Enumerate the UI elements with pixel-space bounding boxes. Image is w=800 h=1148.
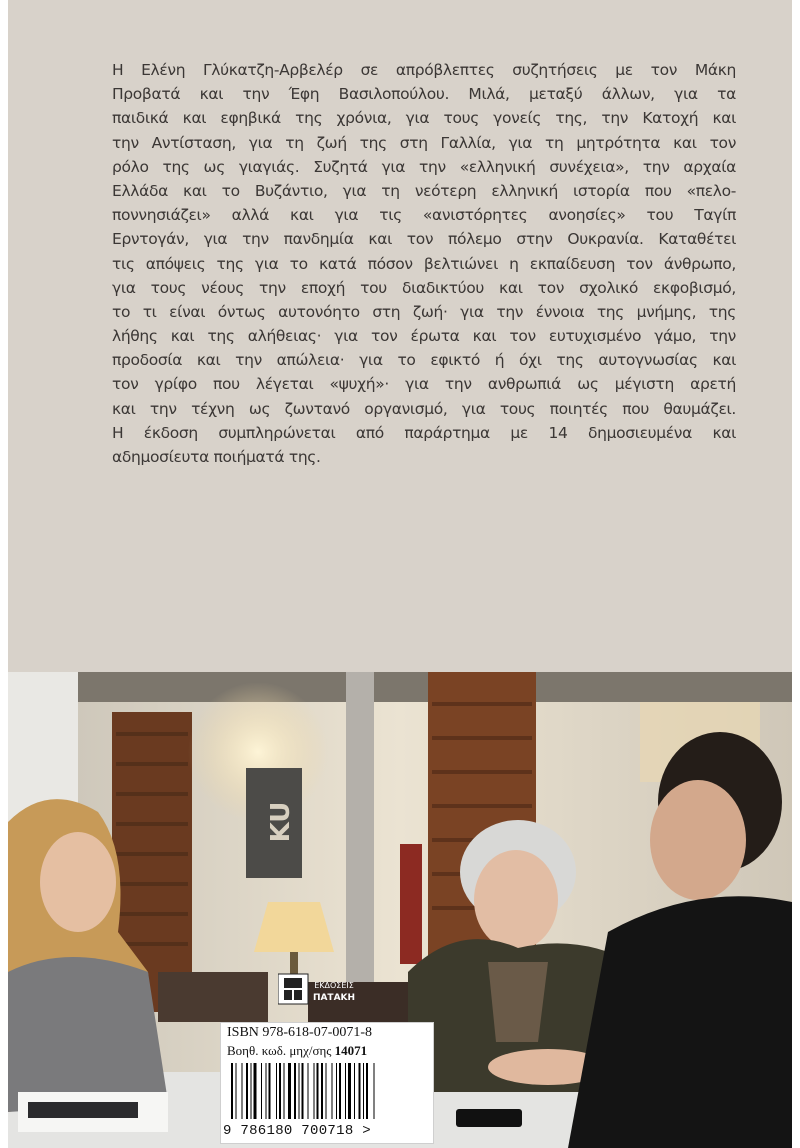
blurb-text	[112, 58, 736, 469]
barcode-bar	[345, 1063, 346, 1119]
barcode-bar	[242, 1063, 243, 1119]
barcode-bar	[288, 1063, 291, 1119]
barcode-bar	[374, 1063, 375, 1119]
barcode-bar	[269, 1063, 271, 1119]
blurb-line: Η έκδοση συμπληρώνεται από παράρτημα με 14 δημοσιευμένα και	[112, 423, 736, 442]
barcode-bar	[308, 1063, 309, 1119]
barcode-bar	[321, 1063, 323, 1119]
blurb-line: Ερντογάν, για την πανδημία και τον πόλεμο στην Ουκρανία. Καταθέτει	[112, 230, 736, 249]
publisher-line1: ΕΚΔΟΣΕΙΣ	[314, 981, 354, 990]
barcode-bar	[363, 1063, 364, 1119]
internal-code-value: 14071	[334, 1043, 368, 1058]
barcode-bar	[314, 1063, 315, 1119]
internal-code-label: Βοηθ. κωδ. μηχ/σης	[227, 1043, 332, 1058]
barcode-bar	[279, 1063, 281, 1119]
isbn-text: ISBN 978-618-07-0071-8	[227, 1025, 373, 1040]
barcode-bar	[276, 1063, 277, 1119]
barcode-bar	[359, 1063, 361, 1119]
blurb-line: το τι είναι όντως αυτονόητο στη ζωή· για την έννοια της μνήμης, της	[112, 302, 736, 321]
blurb-line: ποννησιάζει» αλλά και για τις «ανιστόρητες ανοησίες» του Ταγίπ	[112, 206, 736, 225]
blurb-line: Προβατά και την Έφη Βασιλοπούλου. Μιλά, μεταξύ άλλων, για τα	[112, 85, 736, 104]
barcode-bar	[254, 1063, 257, 1119]
barcode-bar	[231, 1063, 233, 1119]
barcode-bar	[284, 1063, 285, 1119]
internal-code	[227, 1043, 367, 1059]
publisher-line2: ΠΑΤΑΚΗ	[312, 993, 356, 1003]
barcode-bar	[236, 1063, 237, 1119]
cover-photo	[8, 672, 792, 1148]
barcode-bar	[302, 1063, 304, 1119]
blurb-line: Ελλάδα και το Βυζάντιο, για τη νεότερη ελληνική ιστορία που «πελο-	[112, 181, 736, 200]
barcode-bar	[294, 1063, 296, 1119]
barcode-bars	[227, 1063, 427, 1121]
wall-sign: KU	[266, 801, 296, 843]
barcode-bar	[336, 1063, 337, 1119]
blurb-line: τις απόψεις της για το κατά πόσον βελτιώνει η εκπαίδευση τον άνθρωπο,	[112, 254, 736, 273]
blurb-line: παιδικά και εφηβικά της χρόνια, για τους γονείς της, την Κατοχή και	[112, 109, 736, 128]
publisher-logo	[278, 972, 362, 1012]
blurb-line: Η Ελένη Γλύκατζη-Αρβελέρ σε απρόβλεπτες συζητήσεις με τον Μάκη	[112, 61, 736, 79]
barcode-bar	[332, 1063, 333, 1119]
blurb-line: την Αντίσταση, για τη ζωή της στη Γαλλία, για τη μητρότητα και τον	[112, 133, 736, 152]
blurb-line: προδοσία και την απώλεια· για το εφικτό ή όχι της αυτογνωσίας και	[112, 351, 736, 370]
barcode-bar	[266, 1063, 267, 1119]
barcode-bar	[339, 1063, 341, 1119]
barcode-bar	[261, 1063, 262, 1119]
barcode-bar	[366, 1063, 368, 1119]
barcode-number: 9 786180 700718 >	[223, 1123, 371, 1139]
blurb-line: ρόλο της ως γιαγιάς. Συζητά για την «ελληνική συνέχεια», την αρχαία	[112, 157, 736, 176]
barcode-bar	[348, 1063, 351, 1119]
blurb-line: για τους νέους την εποχή του διαδικτύου και τον σχολικό εκφοβισμό,	[112, 278, 736, 297]
barcode-bar	[246, 1063, 248, 1119]
blurb-line: αδημοσίευτα ποιήματά της.	[112, 448, 321, 466]
barcode-bar	[326, 1063, 327, 1119]
barcode-bar	[299, 1063, 300, 1119]
blurb-line: λήθης και της αλήθειας· για τον έρωτα και τον ευτυχισμένο γάμο, την	[112, 327, 736, 346]
blurb-line: τον γρίφο που λέγεται «ψυχή»· για την ανθρωπιά ως μέγιστη αρετή	[112, 375, 736, 394]
barcode-bar	[354, 1063, 355, 1119]
barcode-bar	[251, 1063, 252, 1119]
barcode-label	[220, 1022, 434, 1144]
barcode-bar	[317, 1063, 319, 1119]
blurb-line: και την τέχνη ως ζωντανό οργανισμό, για τους ποιητές που θαυμάζει.	[112, 399, 736, 418]
